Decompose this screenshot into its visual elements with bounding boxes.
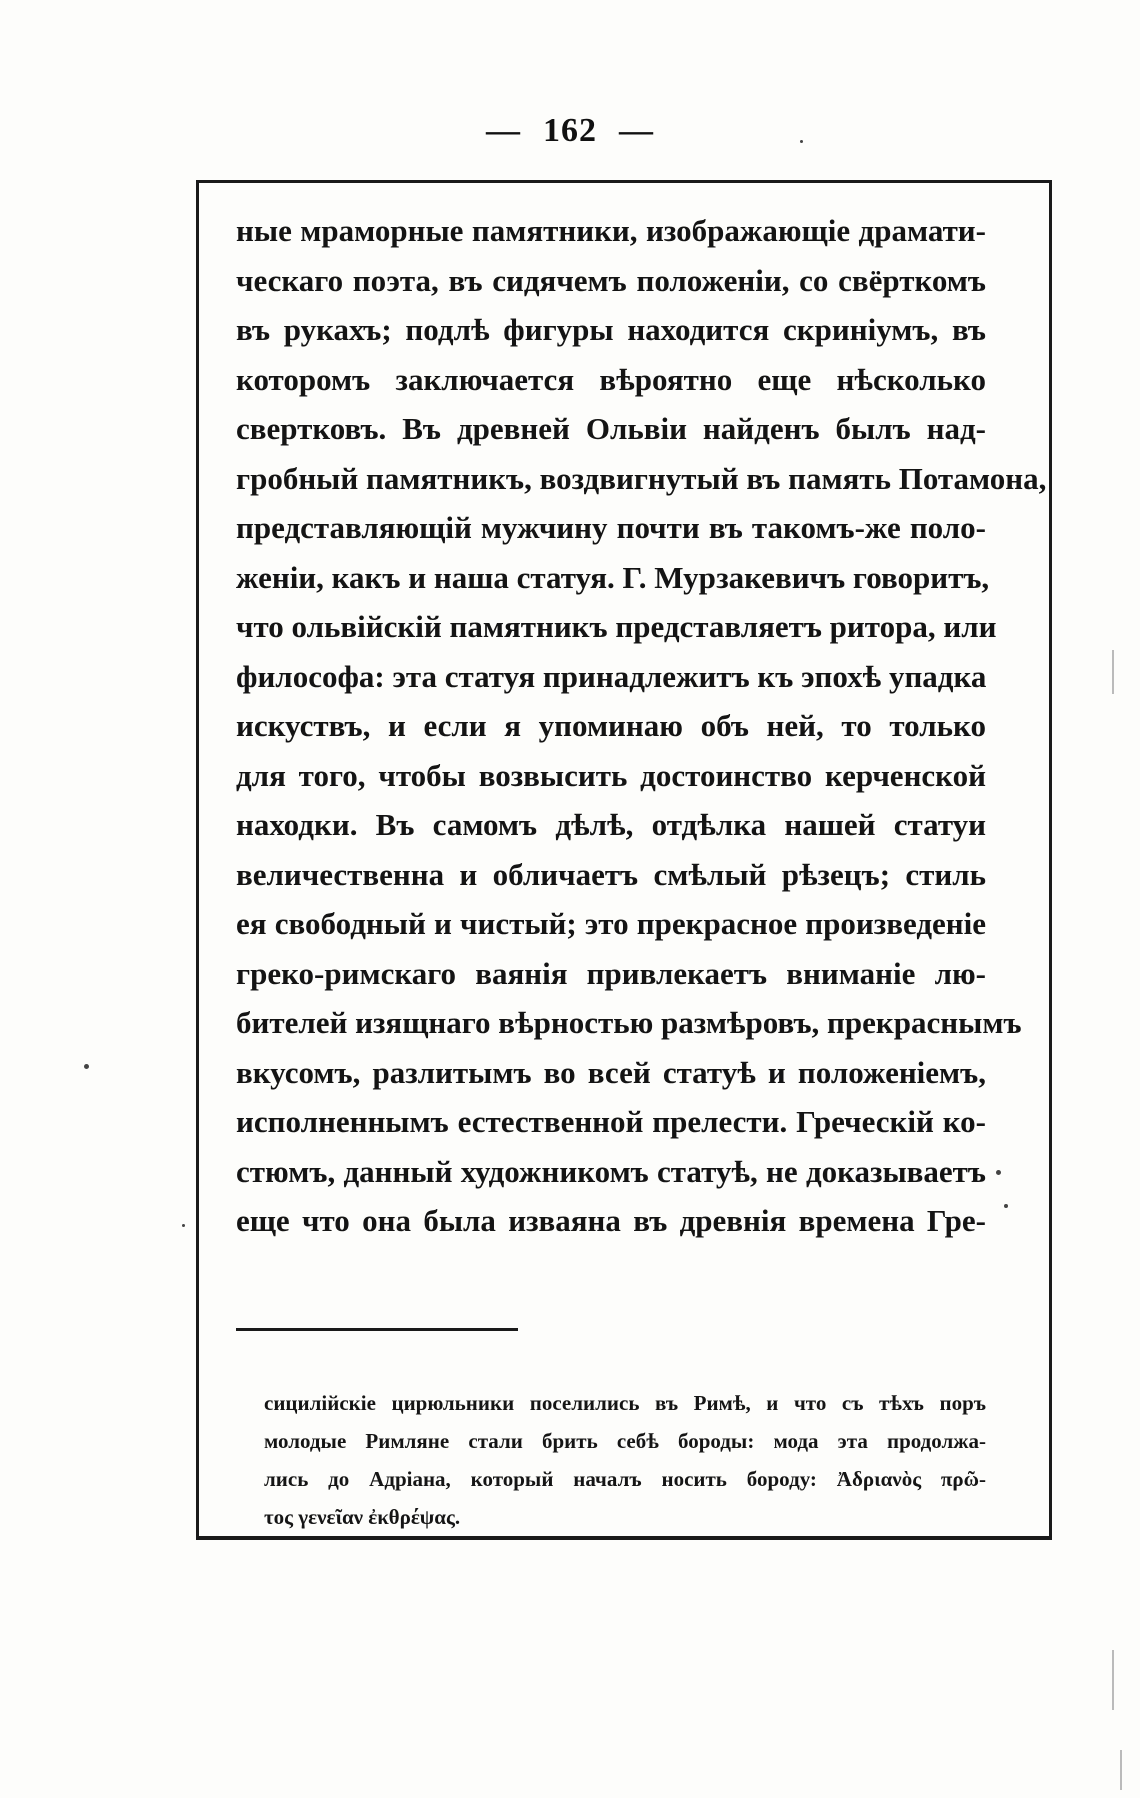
body-line: вкусомъ, разлитымъ во всей статуѣ и положеніемъ, (236, 1054, 986, 1090)
scan-speck (182, 1224, 185, 1227)
body-line: греко-римскаго ваянія привлекаетъ вниманіе лю- (236, 955, 986, 991)
body-line: находки. Въ самомъ дѣлѣ, отдѣлка нашей статуи (236, 807, 986, 842)
body-line: величественна и обличаетъ смѣлый рѣзецъ; стиль (236, 856, 986, 892)
header-dash-left: — (486, 112, 521, 149)
body-line: женіи, какъ и наша статуя. Г. Мурзакевичъ говоритъ, (236, 559, 990, 595)
header-dash-right: — (619, 112, 654, 149)
scan-speck (800, 140, 803, 143)
footnote-rule (236, 1328, 518, 1331)
scan-mark (1120, 1750, 1122, 1790)
body-line: стюмъ, данный художникомъ статуѣ, не доказываетъ (236, 1153, 986, 1189)
body-line: что ольвійскій памятникъ представляетъ ритора, или (236, 609, 997, 644)
body-line: ческаго поэта, въ сидячемъ положеніи, со свёрткомъ (236, 262, 986, 298)
body-line: въ рукахъ; подлѣ фигуры находится скриніумъ, въ (236, 312, 986, 347)
body-line: для того, чтобы возвысить достоинство керченской (236, 757, 986, 793)
main-text (236, 206, 1047, 1246)
footnote-line: τος γενεῖαν ἐκθρέψας. (264, 1505, 461, 1529)
footnote-line: сицилійскіе цирюльники поселились въ Римѣ, и что съ тѣхъ поръ (264, 1391, 986, 1415)
scan-speck (84, 1064, 89, 1069)
scan-speck (996, 1170, 1001, 1175)
scan-speck (1004, 1204, 1008, 1208)
body-line: еще что она была изваяна въ древнія времена Гре- (236, 1203, 986, 1238)
body-line: которомъ заключается вѣроятно еще нѣсколько (236, 361, 986, 397)
page-header (0, 112, 1140, 162)
body-line: ные мраморные памятники, изображающіе драмати- (236, 213, 986, 248)
scan-mark (1112, 650, 1114, 694)
body-line: представляющій мужчину почти въ такомъ-же поло- (236, 510, 986, 545)
scan-mark (1112, 1650, 1114, 1710)
body-line: гробный памятникъ, воздвигнутый въ память Потамона, (236, 460, 1047, 496)
page-number: 162 (543, 112, 597, 149)
body-line: ея свободный и чистый; это прекрасное произведеніе (236, 906, 986, 941)
footnote (264, 1384, 986, 1536)
body-line: бителей изящнаго вѣрностью размѣровъ, прекраснымъ (236, 1005, 1022, 1040)
body-line: свертковъ. Въ древней Ольвіи найденъ былъ над- (236, 411, 986, 446)
footnote-line: лись до Адріана, который началъ носить бороду: Ἀδριανὸς πρῶ- (264, 1467, 986, 1491)
body-line: искуствъ, и если я упоминаю объ ней, то только (236, 708, 986, 743)
body-line: исполненнымъ естественной прелести. Греческій ко- (236, 1104, 986, 1139)
body-line: философа: эта статуя принадлежитъ къ эпохѣ упадка (236, 658, 987, 694)
footnote-line: молодые Римляне стали брить себѣ бороды: мода эта продолжа- (264, 1429, 986, 1453)
